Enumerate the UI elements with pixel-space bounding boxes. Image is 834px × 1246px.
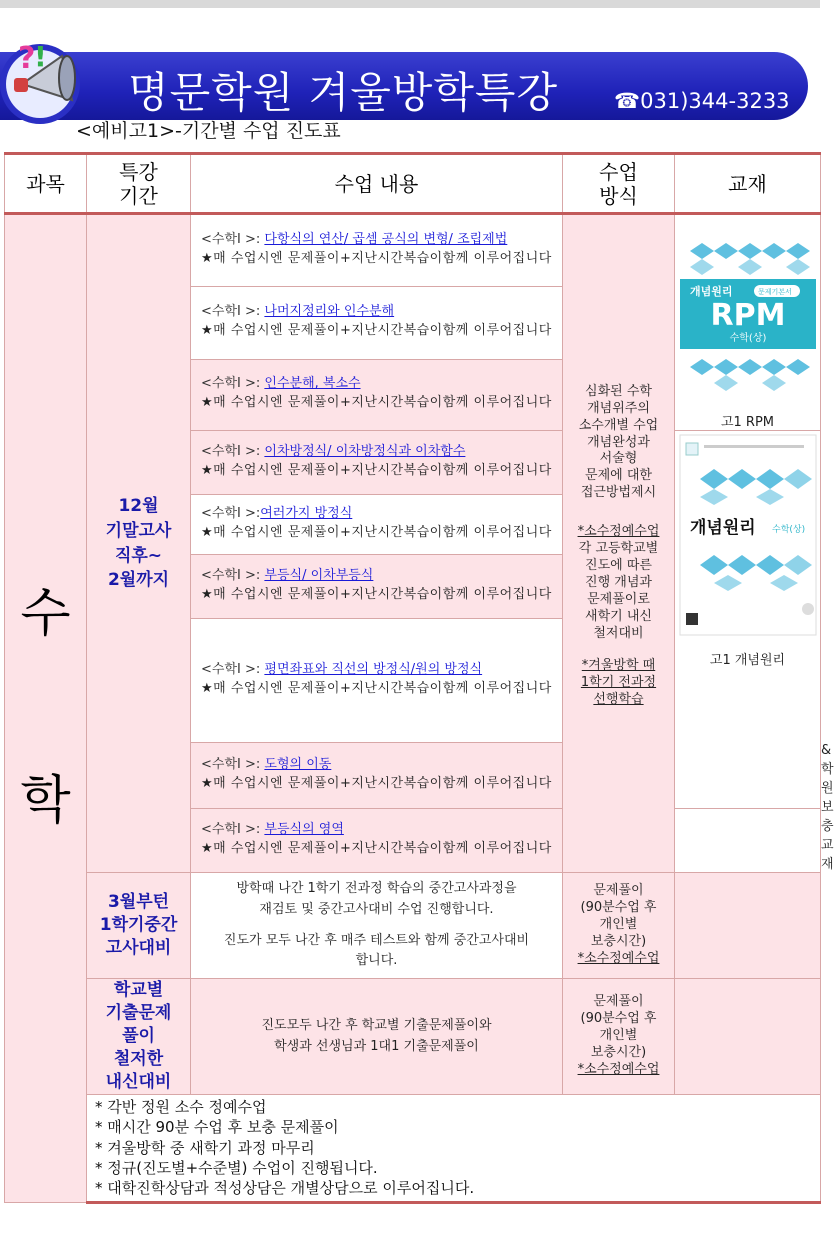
period-label: 12월 기말고사 직후~ 2월까지: [105, 496, 172, 591]
method-cell-winter: [563, 214, 675, 873]
textbook-cell-gaenyeom: [675, 431, 821, 809]
subject-cell: [5, 214, 87, 1203]
topic-course-label: <수학Ⅰ >:: [201, 231, 265, 247]
topic-course-label: <수학Ⅰ >:: [201, 376, 265, 392]
gaenyeom-book-cover: [680, 435, 816, 635]
column-header-label: 수업 방식: [599, 159, 638, 208]
svg-text:!: !: [34, 40, 47, 73]
topic-title-link[interactable]: 부등식의 영역: [264, 821, 344, 837]
rpm-book-cover: [680, 237, 816, 397]
topic-note: ★매 수업시엔 문제풀이+지난시간복습이함께 이루어집니다: [201, 586, 552, 602]
topic-cell: [191, 495, 563, 555]
topic-cell: [191, 743, 563, 809]
column-header-method: [563, 154, 675, 214]
svg-text:문제기본서: 문제기본서: [757, 288, 792, 296]
period-cell-winter: [87, 214, 191, 873]
page-subtitle: <예비고1>-기간별 수업 진도표: [76, 120, 341, 142]
textbook-cell-empty: [675, 873, 821, 979]
topic-note: ★매 수업시엔 문제풀이+지난시간복습이함께 이루어집니다: [201, 462, 552, 478]
textbook-cell-rpm: [675, 214, 821, 431]
topic-cell: [191, 809, 563, 873]
svg-text:수학(상): 수학(상): [771, 525, 805, 535]
svg-text:?: ?: [18, 41, 36, 76]
footnote-line: * 각반 정원 소수 정예수업: [95, 1097, 267, 1116]
topic-title-link[interactable]: 나머지정리와 인수분해: [264, 304, 395, 320]
topic-course-label: <수학Ⅰ >:: [201, 505, 261, 521]
topic-cell: [191, 555, 563, 619]
megaphone-icon: [0, 26, 104, 130]
topic-course-label: <수학Ⅰ >:: [201, 443, 265, 459]
content-cell-midterm: [191, 873, 563, 979]
banner-phone: ☎031)344-3233: [614, 89, 790, 113]
topic-title-link[interactable]: 다항식의 연산/ 곱셈 공식의 변형/ 조립제법: [264, 231, 508, 247]
svg-text:개념원리: 개념원리: [689, 285, 733, 298]
content-text: 진도모두 나간 후 학교별 기출문제풀이와 학생과 선생님과 1대1 기출문제풀이: [261, 1017, 492, 1054]
topic-title-link[interactable]: 도형의 이동: [264, 756, 332, 772]
topic-note: ★매 수업시엔 문제풀이+지난시간복습이함께 이루어집니다: [201, 775, 552, 791]
banner-title: 명문학원 겨울방학특강: [128, 68, 559, 117]
method-cell-school: [563, 979, 675, 1095]
textbook-name: 고1 개념원리: [709, 653, 786, 668]
topic-course-label: <수학Ⅰ >:: [201, 661, 265, 677]
textbook-cell-empty: [675, 979, 821, 1095]
topic-title-link[interactable]: 여러가지 방정식: [260, 505, 353, 521]
footnote-line: * 대학진학상담과 적성상담은 개별상담으로 이루어집니다.: [95, 1179, 475, 1198]
topic-title-link[interactable]: 인수분해, 복소수: [264, 376, 361, 392]
textbook-name: 고1 RPM: [720, 415, 775, 430]
method-cell-midterm: [563, 873, 675, 979]
subject-label: 수 학: [20, 584, 71, 832]
topic-cell: [191, 619, 563, 743]
footnote-line: * 매시간 90분 수업 후 보충 문제풀이: [95, 1118, 339, 1137]
topic-note: ★매 수업시엔 문제풀이+지난시간복습이함께 이루어집니다: [201, 395, 552, 411]
textbook-name: &학원보충교재: [821, 743, 834, 872]
method-highlight: *소수정예수업: [577, 524, 660, 540]
method-highlight: *소수정예수업: [577, 1061, 660, 1077]
column-header-label: 과목: [26, 171, 65, 196]
topic-note: ★매 수업시엔 문제풀이+지난시간복습이함께 이루어집니다: [201, 323, 552, 339]
column-header-label: 특강 기간: [119, 159, 158, 208]
column-header-content: [191, 154, 563, 214]
svg-text:수학(상): 수학(상): [729, 333, 766, 344]
topic-title-link[interactable]: 이차방정식/ 이차방정식과 이차함수: [264, 443, 466, 459]
column-header-label: 교재: [728, 171, 767, 196]
topic-course-label: <수학Ⅰ >:: [201, 304, 265, 320]
topic-cell: [191, 214, 563, 287]
period-cell-midterm: [87, 873, 191, 979]
topic-cell: [191, 360, 563, 431]
topic-title-link[interactable]: 부등식/ 이차부등식: [264, 567, 374, 583]
topic-course-label: <수학Ⅰ >:: [201, 567, 265, 583]
method-text: 각 고등학교별 진도에 따른 진행 개념과 문제풀이로 새학기 내신 철저대비: [578, 541, 659, 641]
column-header-textbook: [675, 154, 821, 214]
period-label: 3월부턴 1학기중간 고사대비: [99, 892, 178, 959]
topic-course-label: <수학Ⅰ >:: [201, 821, 265, 837]
period-label: 학교별 기출문제 풀이 철저한 내신대비: [105, 980, 172, 1092]
svg-text:개념원리: 개념원리: [689, 518, 756, 538]
topic-cell: [191, 431, 563, 495]
topic-note: ★매 수업시엔 문제풀이+지난시간복습이함께 이루어집니다: [201, 680, 552, 696]
method-text: 문제풀이 (90분수업 후 개인별 보충시간): [580, 994, 657, 1060]
schedule-table: [4, 152, 834, 1204]
method-text: 심화된 수학 개념위주의 소수개별 수업 개념완성과 서술형 문제에 대한 접근방법제시: [578, 383, 659, 501]
method-highlight: *겨울방학 때 1학기 전과정 선행학습: [580, 658, 657, 708]
topic-note: ★매 수업시엔 문제풀이+지난시간복습이함께 이루어집니다: [201, 840, 552, 856]
period-cell-school: [87, 979, 191, 1095]
column-header-label: 수업 내용: [334, 171, 419, 196]
footnote-line: * 겨울방학 중 새학기 과정 마무리: [95, 1138, 315, 1157]
topic-title-link[interactable]: 평면좌표와 직선의 방정식/원의 방정식: [264, 661, 483, 677]
method-text: 문제풀이 (90분수업 후 개인별 보충시간): [580, 883, 657, 950]
content-text: 방학때 나간 1학기 전과정 학습의 중간고사과정을 재검토 및 중간고사대비 수업 진행합니다.: [236, 881, 517, 917]
topic-note: ★매 수업시엔 문제풀이+지난시간복습이함께 이루어집니다: [201, 524, 552, 540]
topic-note: ★매 수업시엔 문제풀이+지난시간복습이함께 이루어집니다: [201, 250, 552, 266]
column-header-period: [87, 154, 191, 214]
table-header-row: [5, 154, 821, 214]
content-cell-school: [191, 979, 563, 1095]
topic-course-label: <수학Ⅰ >:: [201, 756, 265, 772]
top-status-strip: [0, 0, 820, 8]
footnote-line: * 정규(진도별+수준별) 수업이 진행됩니다.: [95, 1159, 378, 1178]
column-header-subject: [5, 154, 87, 214]
topic-cell: [191, 287, 563, 360]
method-highlight: *소수정예수업: [577, 950, 660, 966]
content-text: 진도가 모두 나간 후 매주 테스트와 함께 중간고사대비 합니다.: [223, 932, 530, 969]
svg-text:RPM: RPM: [710, 298, 785, 333]
footnotes: [87, 1094, 821, 1202]
